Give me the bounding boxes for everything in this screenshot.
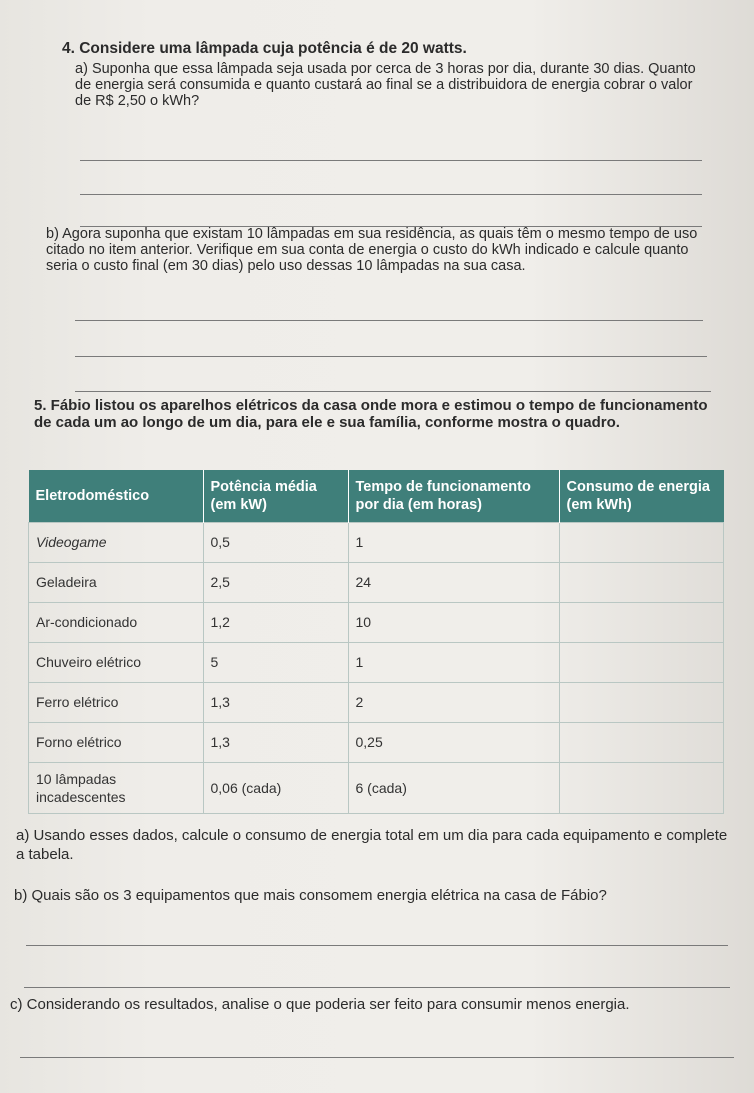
cell-time: 1: [348, 522, 559, 562]
question-5-title: 5. Fábio listou os aparelhos elétricos da casa onde mora e estimou o tempo de funcionamento de cada um ao longo de um dia, para ele e sua família, conforme mostra o quadro.: [34, 397, 708, 431]
question-4a-text: Suponha que essa lâmpada seja usada por cerca de 3 horas por dia, durante 30 dias. Quanto de energia será consumida e quanto custará ao final se a distribuidora de energia cobrar o valor de R$ 2,50 o kWh?: [75, 61, 696, 109]
cell-time: 0,25: [348, 722, 559, 762]
cell-consumption-input[interactable]: [559, 602, 724, 642]
cell-consumption-input[interactable]: [559, 562, 724, 602]
cell-time: 1: [348, 642, 559, 682]
header-appliance: Eletrodoméstico: [29, 470, 204, 522]
cell-appliance: Ar-condicionado: [29, 602, 204, 642]
cell-power: 0,06 (cada): [203, 762, 348, 813]
question-4-title: 4. Considere uma lâmpada cuja potência é de 20 watts.: [62, 40, 467, 57]
answer-line-5c-1[interactable]: [20, 1057, 734, 1058]
question-4b-label: b): [46, 226, 59, 242]
table-row: [29, 602, 724, 642]
table-row: [29, 562, 724, 602]
answer-line-4b-2[interactable]: [75, 356, 707, 357]
cell-appliance: Ferro elétrico: [29, 682, 204, 722]
table-row: [29, 722, 724, 762]
answer-line-4b-1[interactable]: [75, 320, 703, 321]
cell-consumption-input[interactable]: [559, 522, 724, 562]
question-5a: a) Usando esses dados, calcule o consumo de energia total em um dia para cada equipamento e complete a tabela.: [16, 827, 728, 863]
table-row: [29, 522, 724, 562]
cell-power: 5: [203, 642, 348, 682]
cell-appliance: Chuveiro elétrico: [29, 642, 204, 682]
cell-power: 1,2: [203, 602, 348, 642]
cell-time: 24: [348, 562, 559, 602]
cell-appliance: Videogame: [29, 522, 204, 562]
cell-appliance: 10 lâmpadas incadescentes: [29, 762, 204, 813]
cell-consumption-input[interactable]: [559, 722, 724, 762]
answer-line-5b-1[interactable]: [26, 945, 728, 946]
answer-line-4b-3[interactable]: [75, 391, 711, 392]
cell-power: 2,5: [203, 562, 348, 602]
question-4a-label: a): [75, 61, 88, 77]
cell-time: 2: [348, 682, 559, 722]
question-4b: [46, 226, 704, 274]
table-row: [29, 642, 724, 682]
cell-consumption-input[interactable]: [559, 762, 724, 813]
header-time: Tempo de funcionamento por dia (em horas): [348, 470, 559, 522]
cell-consumption-input[interactable]: [559, 682, 724, 722]
cell-power: 1,3: [203, 722, 348, 762]
answer-line-5b-2[interactable]: [24, 987, 730, 988]
cell-time: 10: [348, 602, 559, 642]
question-4b-text: Agora suponha que existam 10 lâmpadas em sua residência, as quais têm o mesmo tempo de uso citado no item anterior. Verifique em sua conta de energia o custo do kWh indicado e calcule quanto seria o custo final (em 30 dias) pelo uso dessas 10 lâmpadas na sua casa.: [46, 226, 698, 274]
cell-power: 1,3: [203, 682, 348, 722]
header-power: Potência média (em kW): [203, 470, 348, 522]
question-5c: c) Considerando os resultados, analise o que poderia ser feito para consumir menos energia.: [10, 996, 630, 1013]
question-5b: b) Quais são os 3 equipamentos que mais consomem energia elétrica na casa de Fábio?: [14, 887, 607, 904]
cell-power: 0,5: [203, 522, 348, 562]
cell-consumption-input[interactable]: [559, 642, 724, 682]
cell-appliance: Forno elétrico: [29, 722, 204, 762]
question-4a: [75, 61, 705, 109]
header-consumption: Consumo de energia (em kWh): [559, 470, 724, 522]
table-row: [29, 682, 724, 722]
answer-line-4a-1[interactable]: [80, 160, 702, 161]
answer-line-4a-2[interactable]: [80, 194, 702, 195]
cell-appliance: Geladeira: [29, 562, 204, 602]
table-row: [29, 762, 724, 813]
cell-time: 6 (cada): [348, 762, 559, 813]
appliance-table: [28, 470, 724, 814]
